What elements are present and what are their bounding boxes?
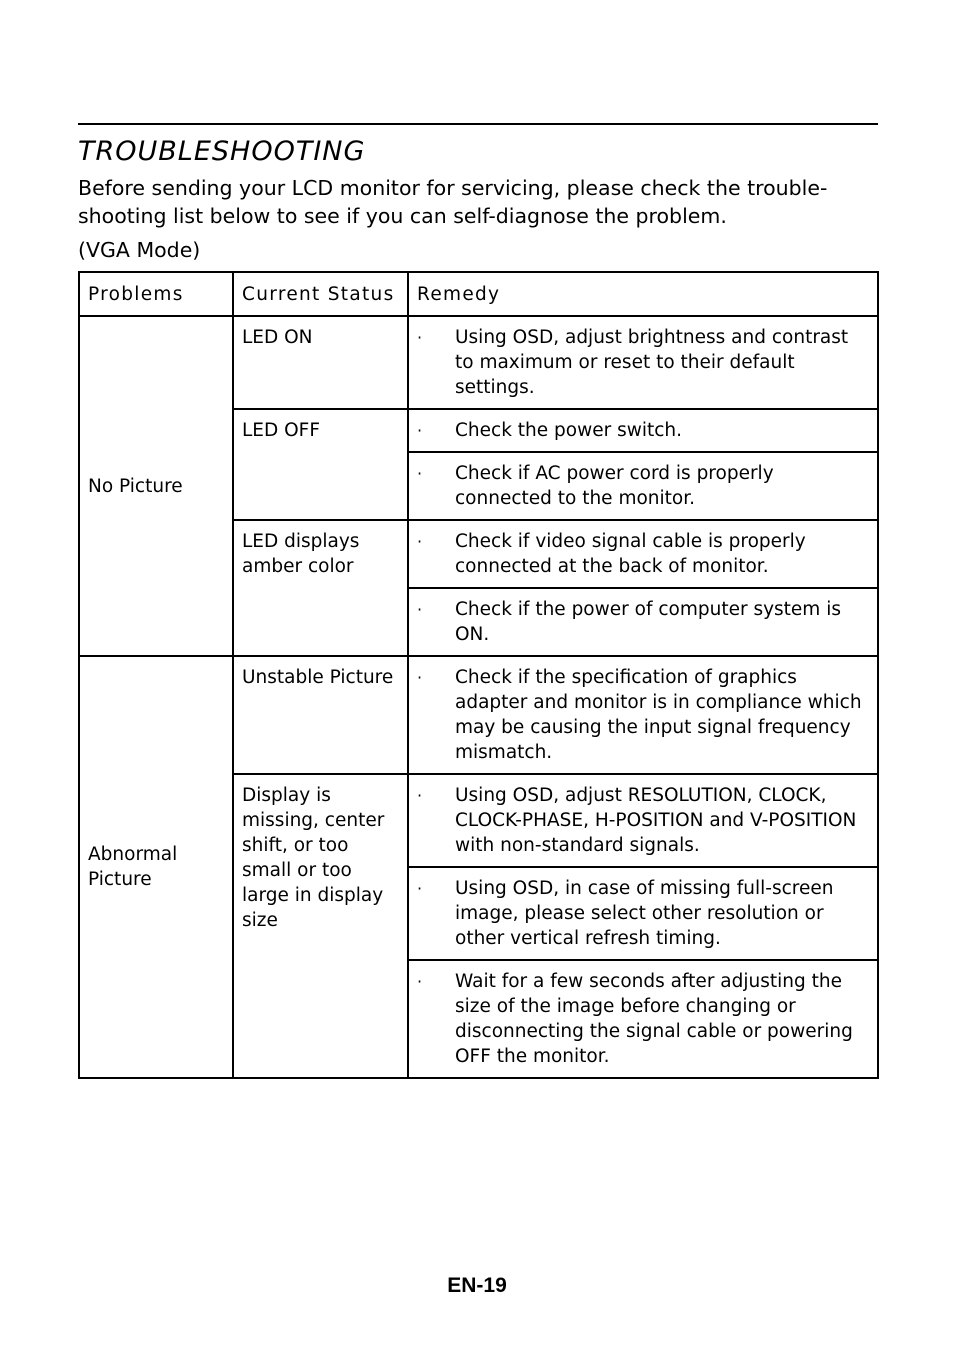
remedy-cell bbox=[408, 409, 878, 452]
remedy-text: Check the power switch. bbox=[455, 420, 683, 441]
problem-cell: No Picture bbox=[79, 316, 233, 656]
status-cell: Display is missing, center shift, or too small or too large in display size bbox=[233, 774, 408, 1078]
remedy-cell bbox=[408, 588, 878, 656]
page-number: EN-19 bbox=[447, 1274, 507, 1297]
remedy-text: Wait for a few seconds after adjusting the size of the image before changing or disconnecting the signal cable or powering OFF the monitor. bbox=[455, 971, 853, 1067]
table-row bbox=[79, 316, 878, 409]
remedy-text: Check if the power of computer system is ON. bbox=[455, 599, 841, 645]
remedy-cell bbox=[408, 960, 878, 1078]
bullet-marker: · bbox=[417, 421, 423, 440]
table-header-row bbox=[79, 272, 878, 316]
remedy-text: Using OSD, adjust brightness and contrast to maximum or reset to their default settings. bbox=[455, 327, 849, 398]
bullet-marker: · bbox=[417, 879, 423, 898]
remedy-text: Using OSD, in case of missing full-screen image, please select other resolution or other vertical refresh timing. bbox=[455, 878, 834, 949]
bullet-marker: · bbox=[417, 328, 423, 347]
remedy-text: Check if AC power cord is properly connected to the monitor. bbox=[455, 463, 774, 509]
status-cell: Unstable Picture bbox=[233, 656, 408, 774]
troubleshooting-table bbox=[78, 271, 879, 1079]
header-current-status: Current Status bbox=[233, 272, 408, 316]
problem-cell: Abnormal Picture bbox=[79, 656, 233, 1078]
remedy-text: Check if video signal cable is properly connected at the back of monitor. bbox=[455, 531, 806, 577]
remedy-cell bbox=[408, 867, 878, 960]
intro-paragraph: Before sending your LCD monitor for servicing, please check the trouble-shooting list below to see if you can self-diagnose the problem. bbox=[78, 176, 828, 228]
bullet-marker: · bbox=[417, 786, 423, 805]
bullet-marker: · bbox=[417, 600, 423, 619]
status-cell: LED OFF bbox=[233, 409, 408, 520]
remedy-cell bbox=[408, 774, 878, 867]
bullet-marker: · bbox=[417, 532, 423, 551]
remedy-text: Check if the specification of graphics adapter and monitor is in compliance which may be causing the input signal frequency mismatch. bbox=[455, 667, 862, 763]
mode-label: (VGA Mode) bbox=[78, 238, 201, 262]
bullet-marker: · bbox=[417, 972, 423, 991]
status-cell: LED ON bbox=[233, 316, 408, 409]
top-rule bbox=[78, 123, 878, 125]
remedy-text: Using OSD, adjust RESOLUTION, CLOCK, CLOCK-PHASE, H-POSITION and V-POSITION with non-standard signals. bbox=[455, 785, 857, 856]
page-title: TROUBLESHOOTING bbox=[78, 136, 366, 167]
remedy-cell bbox=[408, 656, 878, 774]
status-cell: LED displays amber color bbox=[233, 520, 408, 656]
header-problems: Problems bbox=[79, 272, 233, 316]
header-remedy: Remedy bbox=[408, 272, 878, 316]
bullet-marker: · bbox=[417, 668, 423, 687]
remedy-cell bbox=[408, 452, 878, 520]
remedy-cell bbox=[408, 316, 878, 409]
bullet-marker: · bbox=[417, 464, 423, 483]
remedy-cell bbox=[408, 520, 878, 588]
table-row bbox=[79, 656, 878, 774]
